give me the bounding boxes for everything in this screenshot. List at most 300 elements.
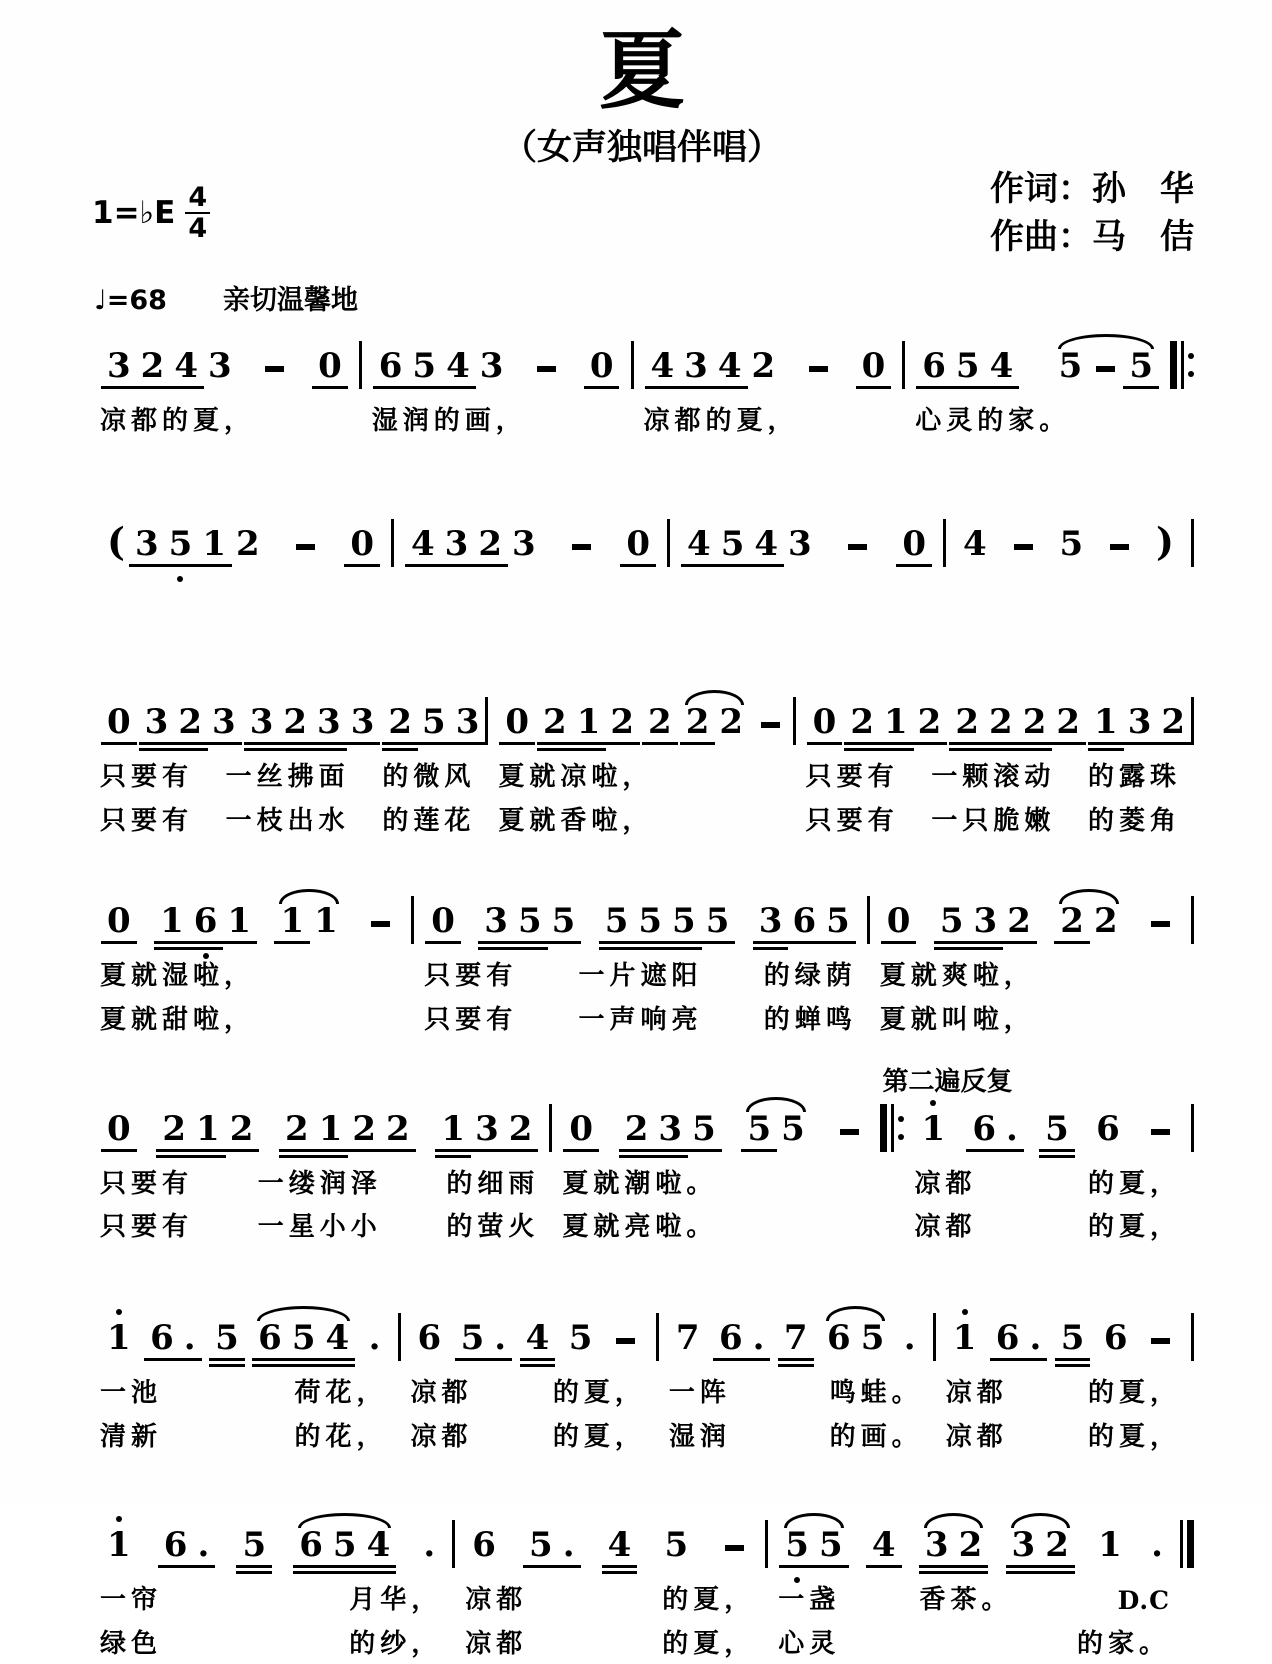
note-group xyxy=(404,523,543,564)
note-digit: 5 xyxy=(517,901,542,942)
note-group xyxy=(1087,701,1192,742)
lyric-line xyxy=(776,1582,1172,1620)
note-digit: . xyxy=(423,1525,436,1566)
note-digit: 2 xyxy=(178,701,203,742)
note xyxy=(378,346,403,387)
note-group xyxy=(562,1318,600,1359)
barline xyxy=(933,1313,936,1361)
note-digit: 4 xyxy=(687,523,711,564)
measure-notes xyxy=(402,501,659,575)
note-digit: 2 xyxy=(1007,901,1031,942)
note-digit: . xyxy=(1151,1525,1163,1566)
note-digit: 1 xyxy=(1094,701,1118,742)
note xyxy=(672,901,696,942)
system-row xyxy=(90,501,1194,575)
repeat-begin-barline xyxy=(1170,341,1194,389)
expression-marking: 亲切温馨地 xyxy=(222,285,358,317)
note-group xyxy=(311,346,349,387)
lyric-text: 一缕润泽 xyxy=(257,1168,382,1199)
note-group xyxy=(619,523,657,564)
note xyxy=(1094,701,1118,742)
lyric-text: 夏就香啦， xyxy=(498,805,654,836)
lyric-text: 夏就甜啦， xyxy=(100,1005,256,1036)
measure xyxy=(946,501,1191,575)
measure xyxy=(634,323,903,441)
note-digit: 0 xyxy=(107,901,131,942)
dc-mark: D.C xyxy=(1117,1586,1171,1616)
note-digit: 6 xyxy=(150,1318,174,1359)
note xyxy=(285,1108,309,1149)
aug-dot xyxy=(1029,1318,1042,1359)
note xyxy=(412,346,437,387)
note-digit: . xyxy=(197,1525,210,1566)
note-digit: . xyxy=(562,1525,575,1566)
barline xyxy=(793,697,796,745)
note xyxy=(193,901,218,942)
note xyxy=(455,701,480,742)
note xyxy=(460,1318,485,1359)
note xyxy=(352,1108,377,1149)
credits xyxy=(990,166,1194,261)
note-digit: 6 xyxy=(995,1318,1020,1359)
lyric-text: 凉都的夏， xyxy=(100,406,256,437)
barline-thin xyxy=(452,1520,455,1568)
barline-thin xyxy=(485,697,488,745)
music-system xyxy=(90,1502,1194,1663)
note-digit: 1 xyxy=(202,523,226,564)
lyric-text: 一盏 xyxy=(778,1585,841,1616)
note-digit: 2 xyxy=(989,701,1013,742)
note-digit: 2 xyxy=(543,701,567,742)
measure xyxy=(796,679,1191,840)
dash-prolong xyxy=(840,1129,859,1135)
note-group xyxy=(657,1525,695,1566)
note-group xyxy=(829,1129,870,1146)
note-group xyxy=(989,1318,1049,1359)
lyric-text: 心灵的家。 xyxy=(915,406,1071,437)
note-digit: 6 xyxy=(827,1318,851,1359)
note-digit: 2 xyxy=(229,1108,254,1149)
note-digit: 2 xyxy=(917,701,942,742)
note xyxy=(299,1525,323,1566)
lyric-line xyxy=(804,803,1183,841)
note-digit: 2 xyxy=(285,1108,309,1149)
measure xyxy=(488,679,792,840)
system-row xyxy=(90,1066,1194,1247)
measure xyxy=(904,1086,1191,1247)
note-digit: 2 xyxy=(236,523,260,564)
note-group xyxy=(360,921,401,938)
note xyxy=(955,346,980,387)
note xyxy=(512,523,536,564)
barline-thin xyxy=(667,519,670,567)
note-digit: 3 xyxy=(317,701,341,742)
note-group xyxy=(143,1318,203,1359)
note xyxy=(163,1525,188,1566)
aug-dot xyxy=(1006,1108,1018,1149)
note-digit: 3 xyxy=(144,701,169,742)
note xyxy=(1045,1525,1069,1566)
barline xyxy=(867,896,870,944)
lyric-text: 清新 xyxy=(100,1421,163,1452)
note-digit: 2 xyxy=(610,701,635,742)
measure-notes xyxy=(878,878,1183,952)
note-digit: 4 xyxy=(650,346,675,387)
note-group xyxy=(880,901,918,942)
measure-notes xyxy=(954,501,1183,575)
note xyxy=(422,701,446,742)
lyric-text: 一颗滚动 xyxy=(931,761,1056,792)
measure-notes xyxy=(98,1086,541,1160)
note-digit: 5 xyxy=(568,1318,593,1359)
repeat-instruction-label: 第二遍反复 xyxy=(882,1066,1013,1097)
measure xyxy=(90,323,359,441)
note-group-slur xyxy=(273,901,344,942)
lyric-text: 的纱， xyxy=(349,1629,443,1660)
music-system xyxy=(90,1066,1194,1247)
note xyxy=(1058,346,1083,387)
note-digit: 5 xyxy=(692,1108,716,1149)
barline-thin xyxy=(631,341,634,389)
lyric-line xyxy=(370,403,623,441)
note-digit: 1 xyxy=(921,1108,946,1149)
note-digit: 0 xyxy=(886,901,911,942)
note xyxy=(150,1318,174,1359)
barline-thin xyxy=(411,896,414,944)
lyric-line xyxy=(98,1166,541,1204)
note-group xyxy=(536,701,641,742)
note xyxy=(1007,901,1031,942)
note-digit: 6 xyxy=(299,1525,323,1566)
lyric-line xyxy=(409,1375,648,1413)
lyric-line xyxy=(98,1209,541,1247)
note-group xyxy=(424,901,462,942)
note-digit: 1 xyxy=(952,1318,977,1359)
note xyxy=(332,1525,357,1566)
note-group xyxy=(1144,1525,1170,1566)
aug-dot xyxy=(903,1318,916,1359)
lyric-text: 只要有 xyxy=(424,1005,518,1036)
note-digit: 1 xyxy=(318,1108,343,1149)
note-digit: 6 xyxy=(193,901,218,942)
note-digit: 6 xyxy=(718,1318,743,1359)
note-digit: 1 xyxy=(160,901,184,942)
rest xyxy=(626,523,651,564)
note xyxy=(624,1108,649,1149)
note-group xyxy=(526,366,567,383)
composer-credit: 作曲：马 佶 xyxy=(990,216,1194,257)
note-digit: 2 xyxy=(162,1108,187,1149)
note-digit: . xyxy=(1006,1108,1018,1149)
note-digit: 3 xyxy=(479,346,504,387)
note-group xyxy=(285,544,326,561)
note-group xyxy=(1149,518,1181,564)
note xyxy=(208,346,232,387)
note-digit: 2 xyxy=(1093,901,1118,942)
lyric-text: 的画。 xyxy=(829,1421,923,1452)
note xyxy=(924,1525,949,1566)
note-digit: 2 xyxy=(140,346,165,387)
note xyxy=(249,701,274,742)
note xyxy=(236,523,260,564)
note-digit: 5 xyxy=(604,901,629,942)
note-group xyxy=(235,1525,273,1566)
barline-thin xyxy=(656,1313,659,1361)
lyric-line xyxy=(944,1419,1183,1457)
note xyxy=(719,701,744,742)
measure-notes xyxy=(409,1295,648,1369)
note xyxy=(242,1525,267,1566)
measure-notes xyxy=(98,1502,444,1576)
aug-dot xyxy=(562,1525,575,1566)
note-digit: 2 xyxy=(283,701,308,742)
note-digit: 2 xyxy=(624,1108,649,1149)
note xyxy=(747,1108,772,1149)
note-group xyxy=(598,901,737,942)
lyric-text: 凉都 xyxy=(945,1421,1008,1452)
note xyxy=(958,1525,983,1566)
lyric-line xyxy=(409,1419,648,1457)
time-signature-top: 4 xyxy=(185,184,210,214)
note xyxy=(568,1318,593,1359)
note-digit: 5 xyxy=(460,1318,485,1359)
dash-prolong xyxy=(1151,1129,1170,1135)
barline xyxy=(1191,1313,1194,1361)
lyric-line xyxy=(496,803,784,841)
lyric-line xyxy=(98,403,351,441)
note-digit: 6 xyxy=(1096,1108,1120,1149)
lyric-text: 一阵 xyxy=(668,1378,731,1409)
note-group xyxy=(100,901,138,942)
note-digit: 4 xyxy=(446,346,470,387)
barline xyxy=(1191,1104,1194,1152)
lyric-line xyxy=(804,759,1183,797)
note-digit: 7 xyxy=(675,1318,700,1359)
lyric-text: 湿润 xyxy=(668,1421,731,1452)
lyric-line xyxy=(98,1626,444,1664)
measure-notes xyxy=(944,1295,1183,1369)
lyric-text: 凉都 xyxy=(945,1378,1008,1409)
note xyxy=(107,1525,131,1566)
note-group xyxy=(477,901,582,942)
note xyxy=(1098,1525,1122,1566)
note-group xyxy=(948,701,1087,742)
barline-thin xyxy=(1191,1313,1194,1361)
note xyxy=(995,1318,1020,1359)
note-group xyxy=(254,366,295,383)
dash-prolong xyxy=(296,544,315,550)
note-group xyxy=(100,346,239,387)
note xyxy=(388,701,413,742)
note-digit: 4 xyxy=(963,523,987,564)
key-label: 1=♭E xyxy=(92,195,176,232)
dash-prolong xyxy=(809,366,828,372)
note xyxy=(1022,701,1047,742)
rest xyxy=(107,701,131,742)
note-group-slur xyxy=(1052,346,1160,387)
time-signature-bottom: 4 xyxy=(188,213,208,245)
rest xyxy=(107,1108,131,1149)
note-digit: 5 xyxy=(551,901,576,942)
note xyxy=(718,1318,743,1359)
barline-thin xyxy=(1191,519,1194,567)
note-group xyxy=(714,1545,755,1562)
note xyxy=(788,523,812,564)
note-digit: 5 xyxy=(705,901,730,942)
aug-dot xyxy=(368,1318,381,1359)
measure xyxy=(905,323,1170,441)
barline-thin xyxy=(1181,341,1184,389)
note-group xyxy=(946,1318,984,1359)
barline-thin xyxy=(765,1520,768,1568)
note xyxy=(325,1318,350,1359)
song-subtitle: （女声独唱伴唱） xyxy=(501,127,782,169)
lyric-text: 凉都的夏， xyxy=(643,406,799,437)
aug-dot xyxy=(1151,1525,1163,1566)
note xyxy=(227,901,252,942)
note-group xyxy=(561,544,602,561)
lyric-text: 荷花， xyxy=(294,1378,388,1409)
measure xyxy=(90,679,485,840)
note-digit: 0 xyxy=(902,523,927,564)
lyric-text: 只要有 xyxy=(100,1212,194,1243)
note xyxy=(472,1525,496,1566)
dash-prolong xyxy=(848,544,867,550)
music-system xyxy=(90,501,1194,575)
tempo-row xyxy=(94,278,1194,317)
tempo-marking: ♩=68 xyxy=(94,285,167,317)
lyric-line xyxy=(496,759,784,797)
note xyxy=(314,901,338,942)
note-group-slur xyxy=(740,1108,811,1149)
barline xyxy=(943,519,946,567)
lyric-text: 一枝出水 xyxy=(225,805,350,836)
note-group xyxy=(712,1318,772,1359)
barline xyxy=(411,896,414,944)
note-digit: 2 xyxy=(685,701,710,742)
note-group xyxy=(1097,1318,1135,1359)
repeat-begin-barline xyxy=(880,1066,1013,1152)
octave-dot-below-icon xyxy=(177,576,183,582)
note xyxy=(1059,523,1084,564)
note-group xyxy=(362,1318,388,1359)
lyric-text: 的蝉鸣 xyxy=(763,1005,857,1036)
lyric-text: 的绿荫 xyxy=(763,961,857,992)
key-signature xyxy=(92,182,210,245)
note-digit: 2 xyxy=(478,523,503,564)
rest xyxy=(431,901,455,942)
note-group xyxy=(522,1525,582,1566)
quarter-note-icon: ♩ xyxy=(94,285,107,317)
lyric-text: 夏就叫啦， xyxy=(879,1005,1035,1036)
note xyxy=(781,1108,805,1149)
note-digit: 6 xyxy=(792,901,817,942)
lyric-line xyxy=(98,1002,403,1040)
lyric-text: 夏就爽啦， xyxy=(879,961,1035,992)
measure xyxy=(936,1295,1191,1456)
dash-prolong xyxy=(265,366,284,372)
lyric-line xyxy=(776,1626,1172,1664)
note-group-slur xyxy=(918,1525,989,1566)
note-group xyxy=(100,518,267,564)
note-digit: 6 xyxy=(1103,1318,1128,1359)
barline xyxy=(631,341,634,389)
paren xyxy=(107,518,125,564)
lyric-text: 的夏， xyxy=(552,1378,646,1409)
note xyxy=(692,1108,716,1149)
rest xyxy=(318,346,342,387)
note xyxy=(202,523,226,564)
note-group xyxy=(1003,544,1044,561)
note-digit: 5 xyxy=(215,1318,239,1359)
note xyxy=(989,346,1014,387)
note-digit: 2 xyxy=(386,1108,410,1149)
lyric-text: 只要有 xyxy=(100,805,194,836)
note xyxy=(291,1318,316,1359)
note-digit: 3 xyxy=(444,523,469,564)
lyric-text: 一片遮阳 xyxy=(578,961,703,992)
note-digit: 2 xyxy=(719,701,744,742)
measure xyxy=(362,323,631,441)
dash-prolong xyxy=(537,366,556,372)
measure-notes xyxy=(496,679,784,753)
note xyxy=(871,1525,896,1566)
note xyxy=(529,1525,553,1566)
lyric-line xyxy=(944,1375,1183,1413)
music-system xyxy=(90,323,1194,441)
note-digit: 1 xyxy=(196,1108,220,1149)
note-digit: 5 xyxy=(747,1108,772,1149)
note-group xyxy=(837,544,878,561)
note xyxy=(754,523,779,564)
barline-thin xyxy=(867,896,870,944)
note xyxy=(921,1108,946,1149)
note-digit: 5 xyxy=(1058,346,1083,387)
note-digit: 3 xyxy=(684,346,708,387)
barline xyxy=(1191,896,1194,944)
note-group xyxy=(583,346,621,387)
aug-dot xyxy=(423,1525,436,1566)
note xyxy=(441,1108,466,1149)
note-digit: 5 xyxy=(638,901,663,942)
note xyxy=(258,1318,282,1359)
aug-dot xyxy=(752,1318,765,1359)
music-system xyxy=(90,679,1194,840)
note-group xyxy=(343,523,381,564)
note-digit: 3 xyxy=(134,523,159,564)
dash-prolong xyxy=(371,921,390,927)
lyric-line xyxy=(912,1166,1183,1204)
note xyxy=(229,1108,254,1149)
note-group xyxy=(915,346,1020,387)
lyric-line xyxy=(667,1419,925,1457)
note-group xyxy=(843,701,948,742)
note-group xyxy=(750,722,791,739)
note xyxy=(989,701,1013,742)
note-digit: 2 xyxy=(1161,701,1186,742)
octave-dot-above-icon xyxy=(962,1309,968,1315)
note xyxy=(675,1318,700,1359)
system-row xyxy=(90,679,1194,840)
note-group xyxy=(855,346,893,387)
measure-notes xyxy=(370,323,623,397)
measure-notes xyxy=(642,323,895,397)
lyric-text: 凉都 xyxy=(914,1168,977,1199)
note-digit: 1 xyxy=(227,901,252,942)
barline-thin xyxy=(943,519,946,567)
note xyxy=(1060,1318,1085,1359)
measure xyxy=(768,1502,1180,1663)
